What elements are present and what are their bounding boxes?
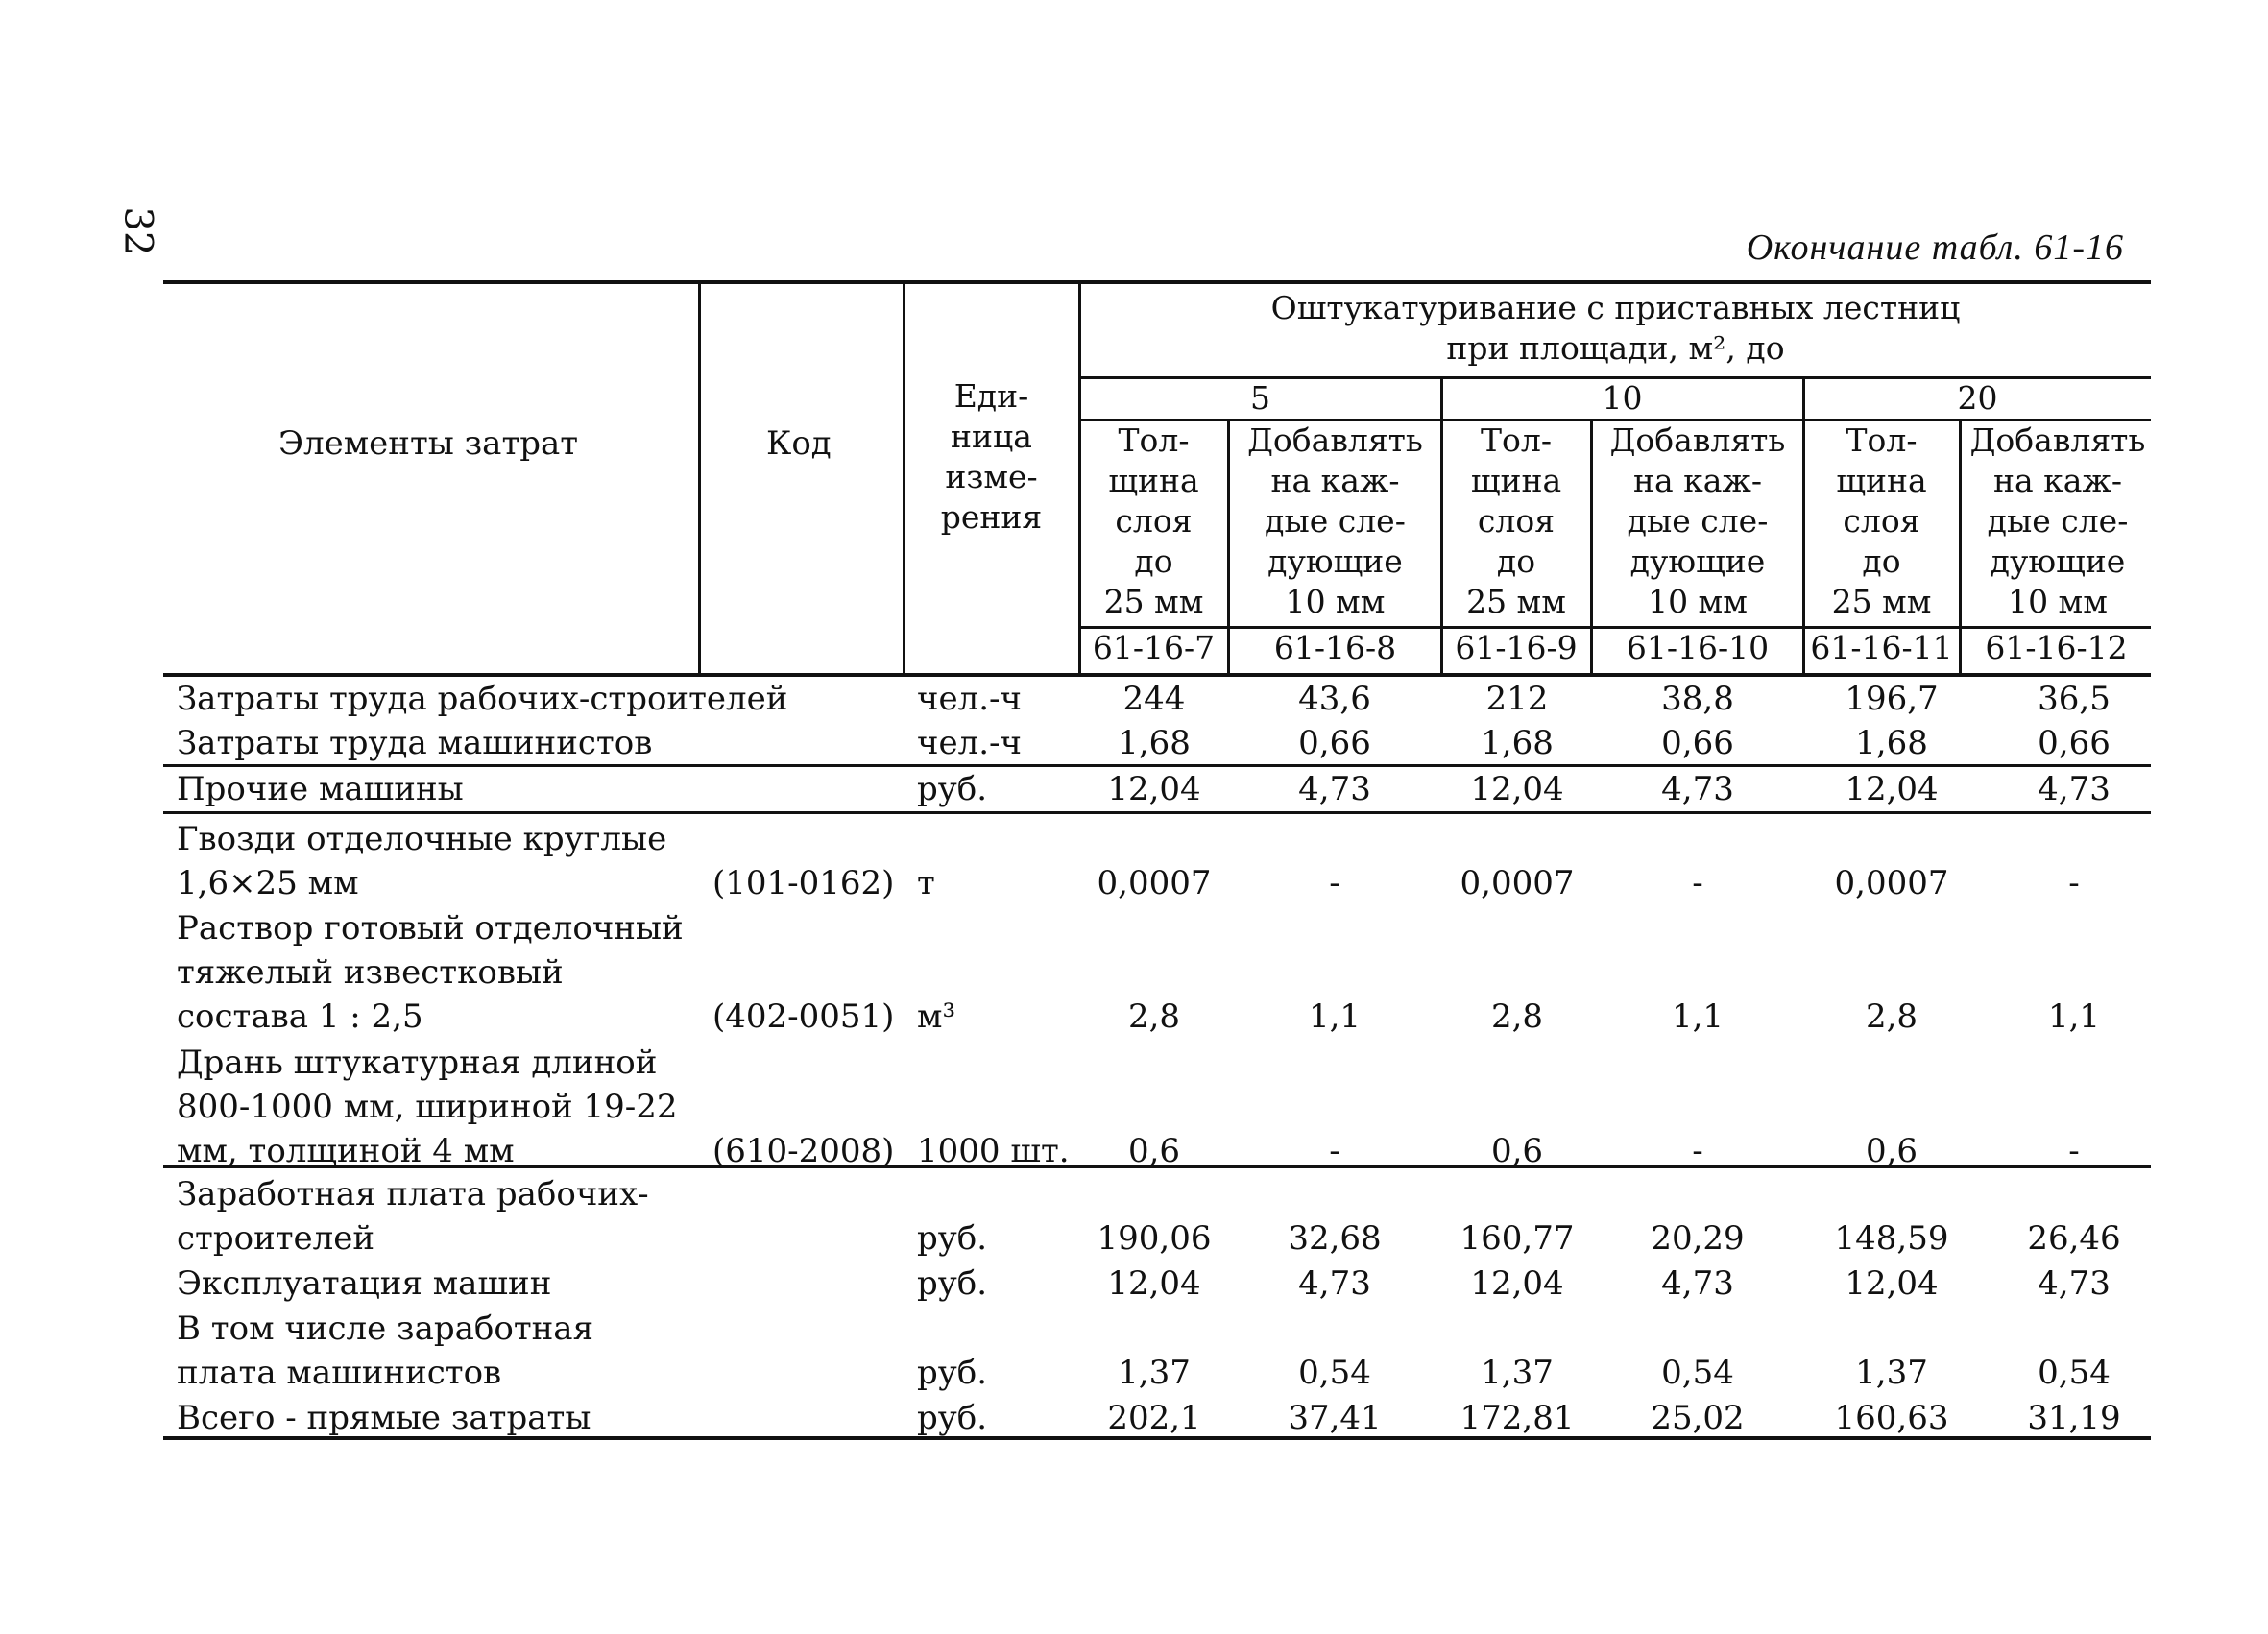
row-value: - <box>1692 1132 1703 1170</box>
row-value: - <box>1692 864 1703 902</box>
row-value: 36,5 <box>2038 680 2111 718</box>
row-label-line: Дрань штукатурная длиной <box>177 1044 658 1082</box>
norm-code: 61-16-10 <box>1626 629 1770 666</box>
subheader-line: до <box>1862 542 1901 580</box>
row-value: 160,77 <box>1460 1219 1575 1258</box>
row-value: 0,54 <box>1661 1354 1734 1392</box>
row-value: 12,04 <box>1845 770 1939 808</box>
row-unit: 1000 шт. <box>917 1132 1070 1170</box>
norm-code: 61-16-7 <box>1092 629 1216 666</box>
row-value: 2,8 <box>1865 997 1918 1036</box>
row-resource-code: (101-0162) <box>712 864 895 902</box>
row-value: 0,54 <box>2038 1354 2111 1392</box>
row-value: 12,04 <box>1107 770 1201 808</box>
subheader-line: щина <box>1470 462 1562 499</box>
row-value: 1,1 <box>1671 997 1725 1036</box>
row-value: 2,8 <box>1490 997 1544 1036</box>
row-label-line: Затраты труда машинистов <box>177 724 653 762</box>
row-value: 190,06 <box>1097 1219 1212 1258</box>
row-value: 0,66 <box>1661 724 1734 762</box>
subheader-line: дующие <box>1990 542 2126 580</box>
rule-after-machines <box>163 811 2151 814</box>
row-value: 160,63 <box>1834 1399 1949 1437</box>
row-value: - <box>2068 864 2080 902</box>
row-value: 0,0007 <box>1460 864 1575 902</box>
row-value: 26,46 <box>2027 1219 2121 1258</box>
norm-code: 61-16-11 <box>1810 629 1953 666</box>
row-value: 1,68 <box>1118 724 1191 762</box>
subheader-line: 25 мм <box>1103 583 1204 620</box>
row-value: 0,6 <box>1490 1132 1544 1170</box>
header-group-title <box>1080 288 2151 369</box>
row-value: 20,29 <box>1651 1219 1745 1258</box>
subheader-add-5 <box>1230 421 1440 622</box>
row-label-line: Заработная плата рабочих- <box>177 1175 649 1213</box>
row-value: 2,8 <box>1127 997 1181 1036</box>
subheader-line: дующие <box>1629 542 1766 580</box>
subheader-add-20 <box>1962 421 2154 622</box>
row-value: 12,04 <box>1107 1264 1201 1303</box>
row-value: 1,1 <box>1308 997 1362 1036</box>
header-unit-line: изме- <box>945 458 1038 495</box>
row-value: 1,37 <box>1855 1354 1928 1392</box>
subheader-line: до <box>1496 542 1536 580</box>
row-resource-code: (610-2008) <box>712 1132 895 1170</box>
subheader-line: слоя <box>1477 502 1556 540</box>
subheader-line: 10 мм <box>2008 583 2108 620</box>
subheader-add-10 <box>1593 421 1802 622</box>
header-code: Код <box>766 424 832 463</box>
row-value: 0,66 <box>2038 724 2111 762</box>
subheader-line: 10 мм <box>1648 583 1748 620</box>
row-unit: руб. <box>917 1354 988 1392</box>
row-value: 37,41 <box>1288 1399 1382 1437</box>
row-value: - <box>2068 1132 2080 1170</box>
header-unit-line: ница <box>951 418 1032 455</box>
subheader-thickness-20 <box>1804 421 1959 622</box>
row-value: 12,04 <box>1845 1264 1939 1303</box>
row-value: 1,37 <box>1481 1354 1554 1392</box>
row-value: 38,8 <box>1661 680 1734 718</box>
rule-after-labor <box>163 764 2151 767</box>
row-resource-code: (402-0051) <box>712 997 895 1036</box>
vrule-after-code <box>903 280 905 675</box>
subheader-line: слоя <box>1843 502 1920 540</box>
row-value: 4,73 <box>1298 1264 1371 1303</box>
header-unit <box>907 376 1075 538</box>
vrule-after-elements <box>698 280 701 675</box>
page-number: 32 <box>115 206 160 256</box>
row-label-line: состава 1 : 2,5 <box>177 997 423 1036</box>
row-value: 212 <box>1485 680 1549 718</box>
group-title-line: при площади, м², до <box>1446 329 1785 367</box>
row-label-line: 1,6×25 мм <box>177 864 359 902</box>
row-label-line: мм, толщиной 4 мм <box>177 1132 515 1170</box>
row-value: 4,73 <box>1661 770 1734 808</box>
row-value: 202,1 <box>1107 1399 1201 1437</box>
subheader-line: Тол- <box>1481 421 1552 459</box>
subheader-line: на каж- <box>1993 462 2122 499</box>
row-label-line: Всего - прямые затраты <box>177 1399 591 1437</box>
subheader-thickness-5 <box>1080 421 1227 622</box>
row-value: 0,0007 <box>1097 864 1212 902</box>
row-unit: чел.-ч <box>917 680 1022 718</box>
header-unit-line: рения <box>940 498 1043 536</box>
norm-code: 61-16-9 <box>1455 629 1578 666</box>
subheader-thickness-10 <box>1442 421 1590 622</box>
row-value: 4,73 <box>2038 770 2111 808</box>
row-value: 1,37 <box>1118 1354 1191 1392</box>
row-value: 1,1 <box>2047 997 2101 1036</box>
row-value: 244 <box>1122 680 1186 718</box>
subheader-line: 25 мм <box>1466 583 1566 620</box>
subheader-line: Добавлять <box>1969 421 2146 459</box>
row-value: 196,7 <box>1845 680 1939 718</box>
row-value: 4,73 <box>2038 1264 2111 1303</box>
header-area-5: 5 <box>1250 379 1270 417</box>
table-caption: Окончание табл. 61-16 <box>1746 228 2124 268</box>
subheader-line: дые сле- <box>1627 502 1769 540</box>
row-label-line: строителей <box>177 1219 375 1258</box>
subheader-line: до <box>1134 542 1173 580</box>
row-label-line: плата машинистов <box>177 1354 502 1392</box>
row-unit: руб. <box>917 1219 988 1258</box>
row-value: - <box>1329 864 1340 902</box>
subheader-line: Добавлять <box>1247 421 1423 459</box>
subheader-line: на каж- <box>1270 462 1400 499</box>
row-value: 148,59 <box>1834 1219 1949 1258</box>
subheader-line: щина <box>1836 462 1927 499</box>
row-unit: м³ <box>917 997 956 1036</box>
row-label-line: тяжелый известковый <box>177 953 564 992</box>
row-value: 4,73 <box>1298 770 1371 808</box>
header-area-10: 10 <box>1602 379 1643 417</box>
row-value: 25,02 <box>1651 1399 1745 1437</box>
row-value: 43,6 <box>1298 680 1371 718</box>
row-value: 4,73 <box>1661 1264 1734 1303</box>
row-value: - <box>1329 1132 1340 1170</box>
norm-code: 61-16-8 <box>1273 629 1397 666</box>
subheader-line: дующие <box>1267 542 1403 580</box>
row-unit: чел.-ч <box>917 724 1022 762</box>
row-unit: руб. <box>917 1264 988 1303</box>
row-label-line: Эксплуатация машин <box>177 1264 552 1303</box>
header-bottom-rule <box>163 673 2151 677</box>
row-value: 0,6 <box>1865 1132 1918 1170</box>
row-label-line: Раствор готовый отделочный <box>177 909 684 948</box>
row-value: 0,6 <box>1127 1132 1181 1170</box>
header-unit-line: Еди- <box>953 377 1029 415</box>
row-value: 0,66 <box>1298 724 1371 762</box>
header-area-20: 20 <box>1957 379 1998 417</box>
row-value: 1,68 <box>1855 724 1928 762</box>
row-value: 31,19 <box>2027 1399 2121 1437</box>
subheader-line: слоя <box>1115 502 1193 540</box>
row-label-line: В том числе заработная <box>177 1310 594 1348</box>
row-value: 0,0007 <box>1834 864 1949 902</box>
row-value: 172,81 <box>1460 1399 1575 1437</box>
header-elements: Элементы затрат <box>278 424 579 463</box>
subheader-line: 10 мм <box>1285 583 1386 620</box>
row-label-line: 800-1000 мм, шириной 19-22 <box>177 1088 678 1126</box>
row-unit: руб. <box>917 770 988 808</box>
subheader-line: 25 мм <box>1831 583 1932 620</box>
row-value: 12,04 <box>1470 1264 1564 1303</box>
subheader-line: Добавлять <box>1609 421 1786 459</box>
subheader-line: на каж- <box>1633 462 1762 499</box>
row-label-line: Затраты труда рабочих-строителей <box>177 680 788 718</box>
row-value: 32,68 <box>1288 1219 1382 1258</box>
subheader-line: дые сле- <box>1987 502 2129 540</box>
subheader-line: Тол- <box>1118 421 1190 459</box>
row-value: 1,68 <box>1481 724 1554 762</box>
row-unit: т <box>917 864 935 902</box>
subheader-line: щина <box>1108 462 1199 499</box>
row-label-line: Прочие машины <box>177 770 464 808</box>
subheader-line: дые сле- <box>1265 502 1406 540</box>
norm-code: 61-16-12 <box>1985 629 2128 666</box>
subheader-line: Тол- <box>1846 421 1918 459</box>
row-value: 0,54 <box>1298 1354 1371 1392</box>
table-top-rule <box>163 280 2151 284</box>
row-value: 12,04 <box>1470 770 1564 808</box>
row-label-line: Гвозди отделочные круглые <box>177 820 667 858</box>
row-unit: руб. <box>917 1399 988 1437</box>
group-title-line: Оштукатуривание с приставных лестниц <box>1270 289 1961 326</box>
